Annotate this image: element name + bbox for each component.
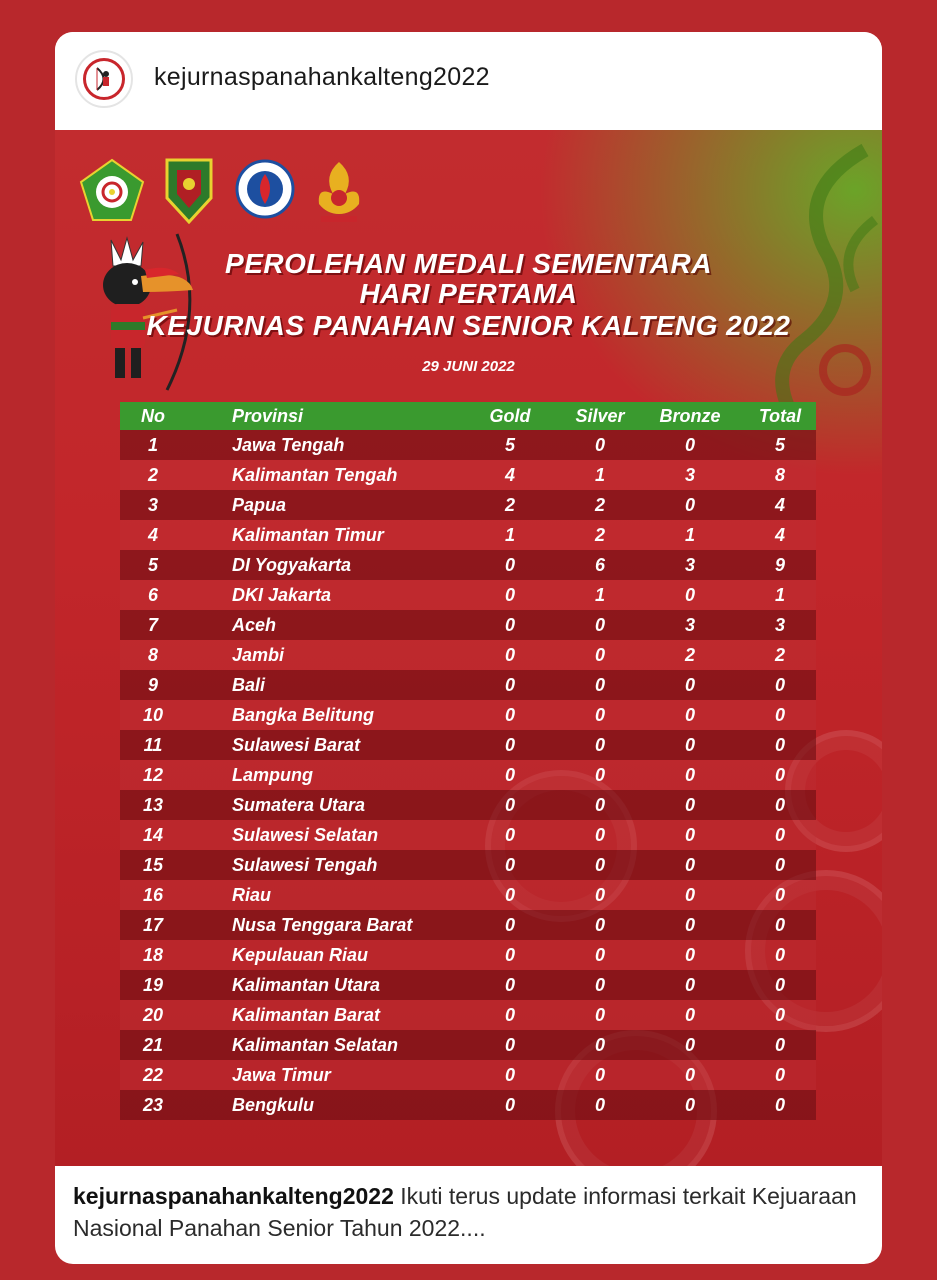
cell-no: 18 xyxy=(142,945,164,965)
cell-silver: 0 xyxy=(594,975,605,995)
cell-bronze: 0 xyxy=(684,675,695,695)
cell-bronze: 0 xyxy=(684,585,695,605)
cell-silver: 6 xyxy=(594,555,605,575)
cell-total: 0 xyxy=(774,1095,785,1115)
cell-provinsi: DI Yogyakarta xyxy=(232,555,352,575)
cell-gold: 0 xyxy=(504,675,515,695)
cell-gold: 0 xyxy=(504,585,515,605)
cell-no: 7 xyxy=(147,615,158,635)
cell-total: 0 xyxy=(774,675,785,695)
cell-no: 5 xyxy=(147,555,158,575)
profile-avatar[interactable] xyxy=(75,50,133,108)
table-row xyxy=(120,1000,816,1030)
poster-date: 29 JUNI 2022 xyxy=(422,358,515,375)
poster-title-line-2: HARI PERTAMA xyxy=(359,278,578,309)
cell-total: 0 xyxy=(774,1005,785,1025)
cell-no: 10 xyxy=(142,705,164,725)
cell-total: 8 xyxy=(774,465,785,485)
cell-provinsi: Sulawesi Selatan xyxy=(232,825,379,845)
cell-provinsi: Bangka Belitung xyxy=(232,705,375,725)
caption-username[interactable]: kejurnaspanahankalteng2022 xyxy=(73,1183,394,1209)
table-row xyxy=(120,820,816,850)
medal-standings-poster xyxy=(55,130,882,1166)
cell-provinsi: Kalimantan Tengah xyxy=(232,465,398,485)
cell-bronze: 0 xyxy=(684,495,695,515)
cell-silver: 0 xyxy=(594,675,605,695)
cell-silver: 0 xyxy=(594,915,605,935)
cell-bronze: 0 xyxy=(684,855,695,875)
table-row xyxy=(120,910,816,940)
cell-no: 17 xyxy=(142,915,164,935)
cell-total: 4 xyxy=(774,495,785,515)
table-row xyxy=(120,550,816,580)
cell-provinsi: Kepulauan Riau xyxy=(232,945,369,965)
cell-provinsi: Sulawesi Tengah xyxy=(232,855,378,875)
table-row xyxy=(120,940,816,970)
table-row xyxy=(120,700,816,730)
header-silver: Silver xyxy=(575,406,625,426)
table-row xyxy=(120,580,816,610)
cell-provinsi: Lampung xyxy=(232,765,313,785)
cell-bronze: 2 xyxy=(684,645,695,665)
cell-no: 6 xyxy=(147,585,158,605)
cell-provinsi: Sulawesi Barat xyxy=(232,735,361,755)
cell-bronze: 0 xyxy=(684,735,695,755)
cell-gold: 0 xyxy=(504,795,515,815)
cell-provinsi: Kalimantan Selatan xyxy=(232,1035,399,1055)
cell-no: 8 xyxy=(147,645,158,665)
cell-silver: 1 xyxy=(594,585,605,605)
cell-bronze: 0 xyxy=(684,1035,695,1055)
cell-silver: 0 xyxy=(594,645,605,665)
cell-gold: 2 xyxy=(504,495,515,515)
cell-no: 4 xyxy=(147,525,158,545)
cell-silver: 2 xyxy=(594,525,605,545)
poster-title-line-1: PEROLEHAN MEDALI SEMENTARA xyxy=(225,248,712,279)
cell-no: 20 xyxy=(142,1005,164,1025)
cell-gold: 1 xyxy=(504,525,515,545)
kalteng-shield-logo xyxy=(163,158,215,229)
table-row xyxy=(120,850,816,880)
cell-no: 19 xyxy=(142,975,164,995)
cell-provinsi: Jambi xyxy=(232,645,285,665)
cell-bronze: 3 xyxy=(684,555,695,575)
cell-bronze: 0 xyxy=(684,435,695,455)
cell-no: 21 xyxy=(142,1035,164,1055)
cell-silver: 0 xyxy=(594,1065,605,1085)
cell-bronze: 0 xyxy=(684,765,695,785)
cell-bronze: 0 xyxy=(684,1005,695,1025)
cell-no: 12 xyxy=(142,765,164,785)
post-caption xyxy=(73,1180,863,1244)
table-row xyxy=(120,1060,816,1090)
caption-text: Ikuti terus update informasi terkait Kejuaraan Nasional Panahan Senior Tahun 2022.... xyxy=(73,1183,857,1241)
cell-silver: 0 xyxy=(594,1005,605,1025)
table-row xyxy=(120,970,816,1000)
medal-table-header xyxy=(120,402,816,430)
cell-silver: 0 xyxy=(594,795,605,815)
cell-provinsi: Aceh xyxy=(232,615,277,635)
cell-no: 3 xyxy=(147,495,158,515)
cell-bronze: 0 xyxy=(684,945,695,965)
cell-bronze: 1 xyxy=(684,525,695,545)
archery-logo-icon xyxy=(83,58,125,100)
cell-gold: 4 xyxy=(504,465,515,485)
cell-total: 0 xyxy=(774,735,785,755)
cell-provinsi: Sumatera Utara xyxy=(232,795,366,815)
cell-no: 14 xyxy=(142,825,164,845)
cell-no: 22 xyxy=(142,1065,164,1085)
table-row xyxy=(120,760,816,790)
cell-silver: 0 xyxy=(594,855,605,875)
cell-gold: 0 xyxy=(504,555,515,575)
cell-gold: 0 xyxy=(504,915,515,935)
kemenpora-logo xyxy=(235,158,295,225)
header-provinsi: Provinsi xyxy=(232,406,304,426)
cell-gold: 0 xyxy=(504,945,515,965)
cell-bronze: 0 xyxy=(684,975,695,995)
cell-total: 0 xyxy=(774,1065,785,1085)
cell-bronze: 3 xyxy=(684,465,695,485)
cell-gold: 0 xyxy=(504,855,515,875)
cell-total: 5 xyxy=(774,435,785,455)
cell-total: 0 xyxy=(774,945,785,965)
cell-gold: 0 xyxy=(504,705,515,725)
cell-no: 16 xyxy=(142,885,164,905)
cell-bronze: 0 xyxy=(684,705,695,725)
medal-table xyxy=(120,402,816,1120)
cell-no: 2 xyxy=(147,465,158,485)
cell-bronze: 0 xyxy=(684,795,695,815)
cell-gold: 5 xyxy=(504,435,515,455)
cell-silver: 0 xyxy=(594,735,605,755)
cell-total: 0 xyxy=(774,885,785,905)
cell-bronze: 0 xyxy=(684,885,695,905)
header-total: Total xyxy=(758,406,802,426)
post-card xyxy=(55,32,882,1264)
cell-bronze: 0 xyxy=(684,1065,695,1085)
table-row xyxy=(120,880,816,910)
cell-gold: 0 xyxy=(504,615,515,635)
header-gold: Gold xyxy=(489,406,531,426)
cell-total: 0 xyxy=(774,705,785,725)
cell-provinsi: Jawa Timur xyxy=(232,1065,331,1085)
table-row xyxy=(120,1030,816,1060)
cell-gold: 0 xyxy=(504,975,515,995)
medal-table-body xyxy=(120,430,816,1120)
cell-gold: 0 xyxy=(504,1095,515,1115)
cell-gold: 0 xyxy=(504,645,515,665)
cell-no: 9 xyxy=(147,675,158,695)
cell-gold: 0 xyxy=(504,765,515,785)
table-row xyxy=(120,490,816,520)
cell-total: 0 xyxy=(774,975,785,995)
cell-total: 0 xyxy=(774,855,785,875)
table-row xyxy=(120,670,816,700)
cell-no: 1 xyxy=(147,435,158,455)
cell-no: 15 xyxy=(142,855,164,875)
cell-provinsi: Nusa Tenggara Barat xyxy=(232,915,413,935)
cell-silver: 2 xyxy=(594,495,605,515)
cell-silver: 0 xyxy=(594,765,605,785)
cell-silver: 0 xyxy=(594,1095,605,1115)
cell-provinsi: Bengkulu xyxy=(232,1095,315,1115)
cell-gold: 0 xyxy=(504,1035,515,1055)
cell-silver: 0 xyxy=(594,825,605,845)
header-bronze: Bronze xyxy=(659,406,721,426)
cell-total: 4 xyxy=(774,525,785,545)
cell-total: 2 xyxy=(774,645,785,665)
cell-gold: 0 xyxy=(504,735,515,755)
cell-silver: 0 xyxy=(594,615,605,635)
cell-provinsi: Papua xyxy=(232,495,287,515)
table-row xyxy=(120,790,816,820)
cell-total: 0 xyxy=(774,1035,785,1055)
cell-provinsi: Riau xyxy=(232,885,272,905)
cell-gold: 0 xyxy=(504,1065,515,1085)
cell-bronze: 0 xyxy=(684,1095,695,1115)
table-row xyxy=(120,520,816,550)
koni-logo xyxy=(311,158,367,229)
cell-silver: 0 xyxy=(594,885,605,905)
cell-total: 9 xyxy=(774,555,785,575)
cell-gold: 0 xyxy=(504,1005,515,1025)
table-row xyxy=(120,430,816,460)
table-row xyxy=(120,460,816,490)
cell-gold: 0 xyxy=(504,885,515,905)
cell-provinsi: Jawa Tengah xyxy=(232,435,345,455)
table-row xyxy=(120,640,816,670)
cell-silver: 0 xyxy=(594,1035,605,1055)
cell-total: 0 xyxy=(774,795,785,815)
poster-title-line-3: KEJURNAS PANAHAN SENIOR KALTENG 2022 xyxy=(146,310,791,341)
cell-provinsi: Bali xyxy=(232,675,266,695)
table-row xyxy=(120,610,816,640)
table-row xyxy=(120,730,816,760)
cell-silver: 1 xyxy=(594,465,605,485)
cell-bronze: 0 xyxy=(684,915,695,935)
cell-provinsi: Kalimantan Timur xyxy=(232,525,384,545)
cell-silver: 0 xyxy=(594,945,605,965)
cell-bronze: 0 xyxy=(684,825,695,845)
cell-total: 3 xyxy=(774,615,785,635)
cell-total: 0 xyxy=(774,825,785,845)
header-no: No xyxy=(141,406,165,426)
cell-no: 11 xyxy=(143,735,163,755)
cell-total: 1 xyxy=(774,585,785,605)
cell-silver: 0 xyxy=(594,705,605,725)
cell-no: 23 xyxy=(142,1095,164,1115)
cell-silver: 0 xyxy=(594,435,605,455)
cell-total: 0 xyxy=(774,765,785,785)
cell-no: 13 xyxy=(142,795,164,815)
cell-provinsi: DKI Jakarta xyxy=(232,585,332,605)
post-header xyxy=(55,32,882,130)
cell-provinsi: Kalimantan Utara xyxy=(232,975,381,995)
cell-gold: 0 xyxy=(504,825,515,845)
cell-provinsi: Kalimantan Barat xyxy=(232,1005,381,1025)
perpani-logo xyxy=(77,158,147,229)
cell-total: 0 xyxy=(774,915,785,935)
account-username[interactable]: kejurnaspanahankalteng2022 xyxy=(154,63,490,91)
table-row xyxy=(120,1090,816,1120)
cell-bronze: 3 xyxy=(684,615,695,635)
